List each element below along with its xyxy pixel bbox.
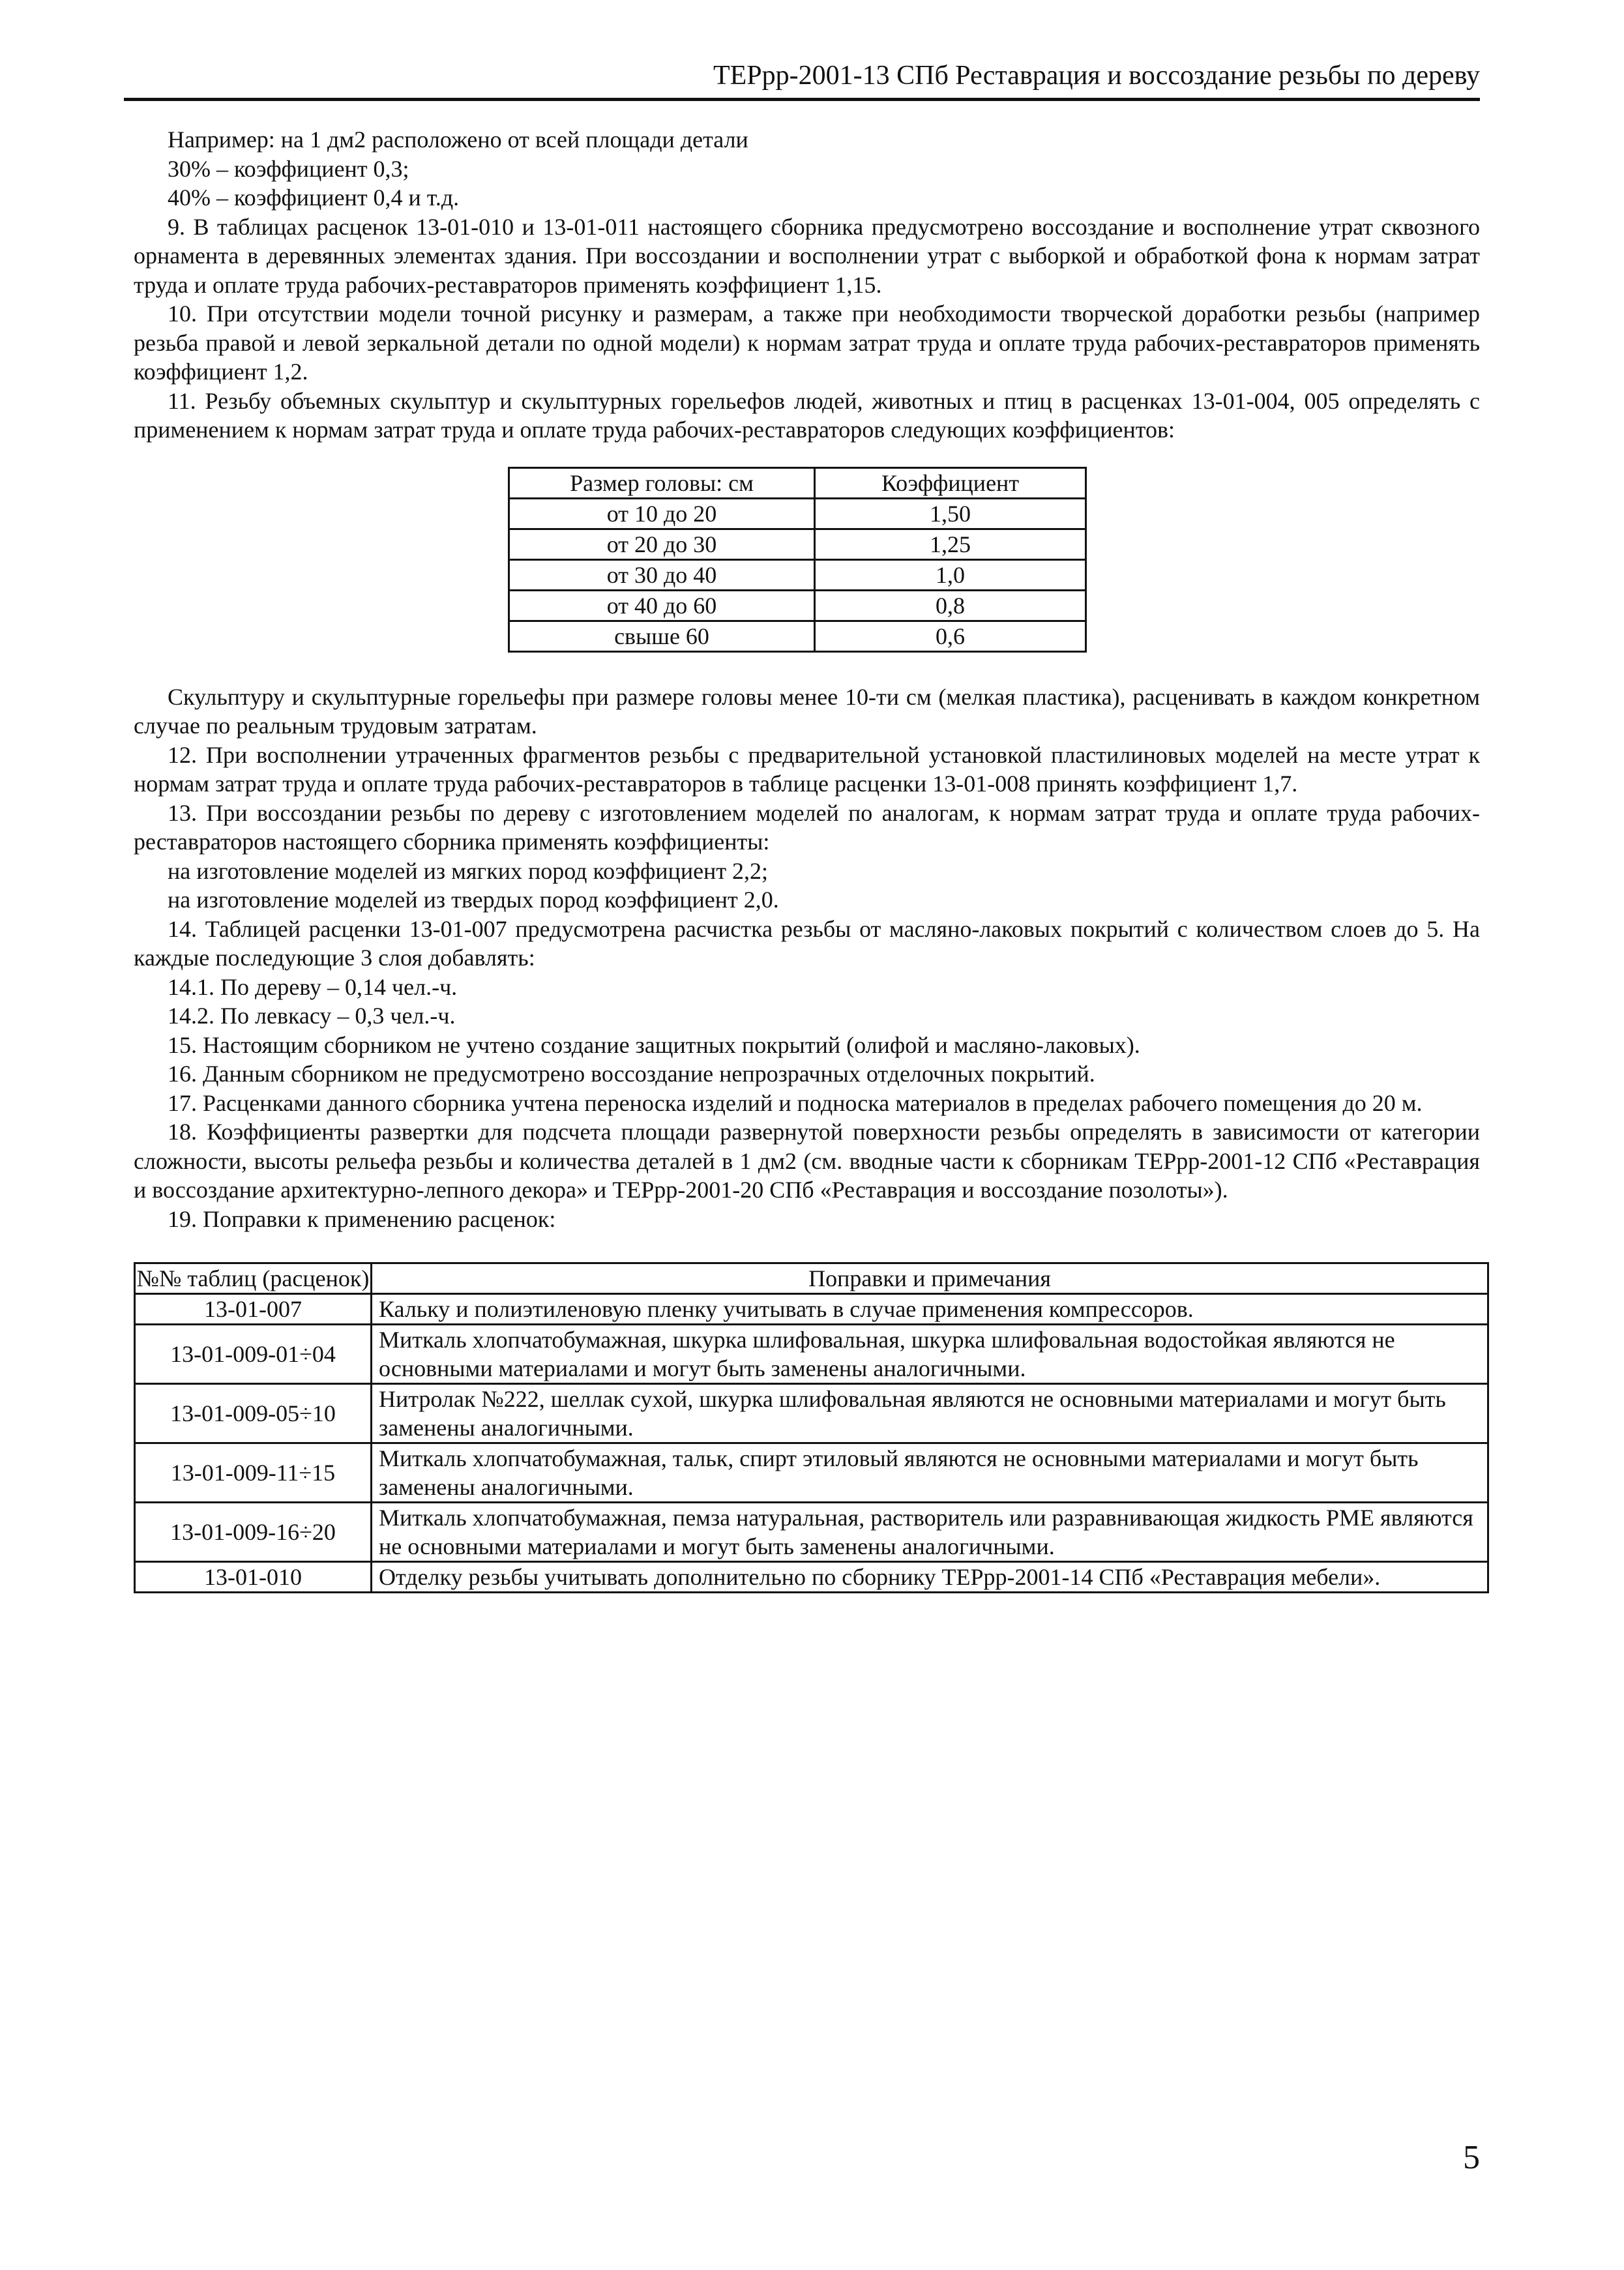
table-cell: от 20 до 30 (509, 529, 815, 559)
document-body (134, 125, 1480, 1593)
table-header-row (509, 467, 1086, 498)
paragraph: Например: на 1 дм2 расположено от всей площади детали (168, 126, 748, 153)
paragraph-item-10: 10. При отсутствии модели точной рисунку и размерам, а также при необходимости творческой доработки резьбы (например резьба правой и левой зеркальной детали по одной модели) к нормам затрат труда и оплате труда рабочих-реставраторов применять коэффициент 1,2. (134, 301, 1480, 385)
column-header: Коэффициент (815, 467, 1086, 498)
table-row (509, 559, 1086, 590)
paragraph: на изготовление моделей из мягких пород коэффициент 2,2; (168, 857, 769, 884)
table-cell: 13-01-009-01÷04 (135, 1325, 372, 1384)
table-cell: Нитролак №222, шеллак сухой, шкурка шлифовальная являются не основными материалами и могут быть заменены аналогичными. (372, 1384, 1488, 1443)
table-row (509, 621, 1086, 651)
column-header: №№ таблиц (расценок) (135, 1263, 372, 1294)
table-cell: 13-01-009-11÷15 (135, 1443, 372, 1503)
table-cell: 1,25 (815, 529, 1086, 559)
table-cell: свыше 60 (509, 621, 815, 651)
table-cell: 13-01-009-05÷10 (135, 1384, 372, 1443)
paragraph-item-14: 14. Таблицей расценки 13-01-007 предусмотрена расчистка резьбы от масляно-лаковых покрытий с количеством слоев до 5. На каждые последующие 3 слоя добавлять: (134, 915, 1480, 971)
paragraph: на изготовление моделей из твердых пород коэффициент 2,0. (168, 887, 779, 913)
paragraph-item-13: 13. При воссоздании резьбы по дереву с изготовлением моделей по аналогам, к нормам затрат труда и оплате труда рабочих-реставраторов настоящего сборника применять коэффициенты: (134, 799, 1480, 855)
table-cell: Миткаль хлопчатобумажная, тальк, спирт этиловый являются не основными материалами и могут быть заменены аналогичными. (372, 1443, 1488, 1503)
paragraph: 30% – коэффициент 0,3; (168, 155, 409, 182)
paragraph-item-16: 16. Данным сборником не предусмотрено воссоздание непрозрачных отделочных покрытий. (168, 1061, 1095, 1087)
paragraph-item-9: 9. В таблицах расценок 13-01-010 и 13-01-011 настоящего сборника предусмотрено воссоздание и восполнение утрат сквозного орнамента в деревянных элементах здания. При воссоздании и восполнении утрат с выборкой и обработкой фона к нормам затрат труда и оплате труда рабочих-реставраторов применять коэффициент 1,15. (134, 213, 1480, 298)
paragraph-item-11: 11. Резьбу объемных скульптур и скульптурных горельефов людей, животных и птиц в расценках 13-01-004, 005 определять с применением к нормам затрат труда и оплате труда рабочих-реставраторов следующих коэффициентов: (134, 387, 1480, 443)
table-row (135, 1325, 1488, 1384)
table-row (135, 1562, 1488, 1593)
table-row (135, 1503, 1488, 1562)
paragraph: Скульптуру и скульптурные горельефы при размере головы менее 10-ти см (мелкая пластика), расценивать в каждом конкретном случае по реальным трудовым затратам. (134, 683, 1480, 739)
table-cell: 0,6 (815, 621, 1086, 651)
table-cell: 13-01-007 (135, 1294, 372, 1325)
paragraph-item-14-2: 14.2. По левкасу – 0,3 чел.-ч. (168, 1003, 456, 1029)
table-row (509, 529, 1086, 559)
table-row (509, 498, 1086, 529)
paragraph-item-14-1: 14.1. По дереву – 0,14 чел.-ч. (168, 973, 458, 1000)
paragraph-item-17: 17. Расценками данного сборника учтена переноска изделий и подноска материалов в пределах рабочего помещения до 20 м. (168, 1089, 1423, 1116)
table-header-row (135, 1263, 1488, 1294)
paragraph-item-15: 15. Настоящим сборником не учтено создание защитных покрытий (олифой и масляно-лаковых). (168, 1031, 1140, 1058)
page-header: ТЕРрр-2001-13 СПб Реставрация и воссоздание резьбы по дереву (124, 60, 1480, 101)
table-cell: 1,0 (815, 559, 1086, 590)
table-cell: от 40 до 60 (509, 590, 815, 621)
table-cell: 13-01-010 (135, 1562, 372, 1593)
table-cell: от 30 до 40 (509, 559, 815, 590)
head-size-coefficient-table (508, 467, 1087, 653)
table-row (135, 1443, 1488, 1503)
page-number: 5 (1463, 2139, 1480, 2176)
table-cell: 13-01-009-16÷20 (135, 1503, 372, 1562)
table-cell: Миткаль хлопчатобумажная, шкурка шлифовальная, шкурка шлифовальная водостойкая являются не основными материалами и могут быть заменены аналогичными. (372, 1325, 1488, 1384)
paragraph-item-12: 12. При восполнении утраченных фрагментов резьбы с предварительной установкой пластилиновых моделей на месте утрат к нормам затрат труда и оплате труда рабочих-реставраторов в таблице расценки 13-01-008 принять коэффициент 1,7. (134, 741, 1480, 797)
paragraph: 40% – коэффициент 0,4 и т.д. (168, 184, 460, 211)
paragraph-item-18: 18. Коэффициенты развертки для подсчета площади развернутой поверхности резьбы определять в зависимости от категории сложности, высоты рельефа резьбы и количества деталей в 1 дм2 (см. вводные части к сборникам ТЕРрр-2001-12 СПб «Реставрация и воссоздание архитектурно-лепного декора» и ТЕРрр-2001-20 СПб «Реставрация и воссоздание позолоты»). (134, 1119, 1480, 1203)
corrections-table (134, 1262, 1489, 1593)
paragraph-item-19: 19. Поправки к применению расценок: (168, 1205, 556, 1232)
table-cell: 0,8 (815, 590, 1086, 621)
table-row (135, 1384, 1488, 1443)
table-cell: Кальку и полиэтиленовую пленку учитывать в случае применения компрессоров. (372, 1294, 1488, 1325)
table-row (509, 590, 1086, 621)
column-header: Поправки и примечания (372, 1263, 1488, 1294)
table-cell: Отделку резьбы учитывать дополнительно по сборнику ТЕРрр-2001-14 СПб «Реставрация мебели». (372, 1562, 1488, 1593)
table-cell: Миткаль хлопчатобумажная, пемза натуральная, растворитель или разравнивающая жидкость РМЕ являются не основными материалами и могут быть заменены аналогичными. (372, 1503, 1488, 1562)
table-cell: от 10 до 20 (509, 498, 815, 529)
table-cell: 1,50 (815, 498, 1086, 529)
column-header: Размер головы: см (509, 467, 815, 498)
table-row (135, 1294, 1488, 1325)
